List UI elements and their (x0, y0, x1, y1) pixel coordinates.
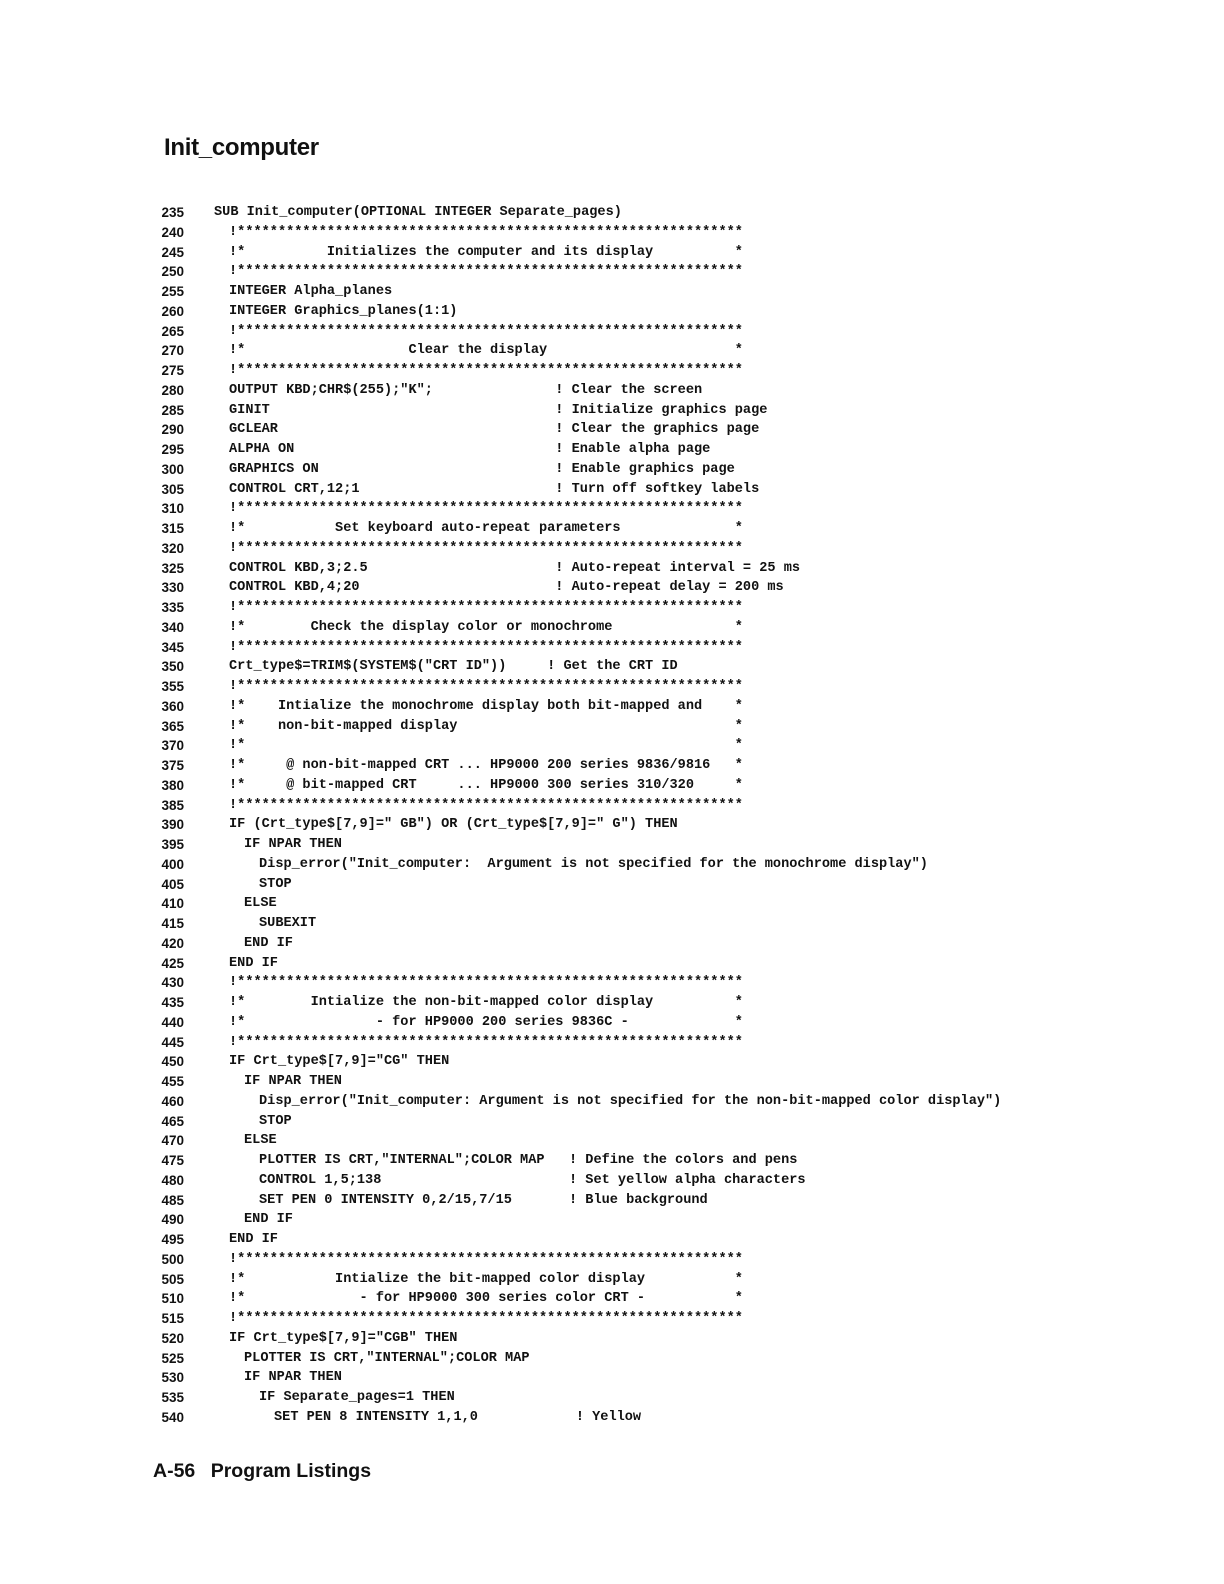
line-code: PLOTTER IS CRT,"INTERNAL";COLOR MAP (244, 1350, 530, 1366)
line-code: END IF (244, 1212, 293, 1228)
line-code: GINIT ! Initialize graphics page (229, 402, 768, 418)
line-number: 240 (161, 224, 184, 240)
line-code: !* Initializes the computer and its display * (229, 244, 743, 260)
line-code: END IF (229, 1232, 278, 1247)
line-number: 440 (161, 1014, 184, 1030)
code-line (150, 875, 1210, 895)
code-line (150, 1309, 1210, 1329)
line-number: 435 (161, 995, 184, 1010)
line-number: 410 (161, 896, 184, 912)
line-number: 375 (161, 758, 184, 773)
line-code: CONTROL KBD,4;20 ! Auto-repeat delay = 200 ms (229, 580, 784, 596)
code-line (150, 440, 1210, 460)
code-line (150, 262, 1210, 282)
code-line (150, 1013, 1210, 1033)
line-code: !************************************************************** (229, 224, 743, 240)
line-code: SUBEXIT (259, 916, 317, 931)
line-number: 500 (161, 1251, 184, 1267)
code-line (150, 993, 1210, 1013)
line-code: !* - for HP9000 200 series 9836C - * (229, 1014, 743, 1030)
code-line (150, 1329, 1210, 1349)
line-code: CONTROL CRT,12;1 ! Turn off softkey labels (229, 481, 760, 497)
line-number: 475 (161, 1153, 184, 1168)
code-line (150, 815, 1210, 835)
code-line (150, 835, 1210, 855)
line-number: 245 (161, 244, 184, 260)
line-number: 290 (161, 422, 184, 438)
line-code: !************************************************************** (229, 975, 743, 991)
line-code: !************************************************************** (229, 1311, 743, 1326)
line-number: 265 (161, 323, 184, 339)
code-line (150, 1210, 1210, 1230)
line-code: !************************************************************** (229, 363, 743, 378)
line-code: !************************************************************** (229, 540, 743, 556)
line-code: Disp_error("Init_computer: Argument is not specified for the non-bit-mapped color display") (259, 1093, 1002, 1109)
code-line (150, 361, 1210, 381)
line-number: 520 (161, 1330, 184, 1346)
line-code: IF NPAR THEN (244, 837, 342, 852)
line-number: 360 (161, 698, 184, 714)
line-number: 460 (161, 1093, 184, 1109)
code-line (150, 855, 1210, 875)
line-code: !* non-bit-mapped display * (229, 718, 743, 734)
code-line (150, 203, 1210, 223)
page-number: A-56 (153, 1460, 196, 1482)
line-code: !************************************************************** (229, 501, 743, 517)
code-line (150, 1171, 1210, 1191)
line-number: 470 (161, 1133, 184, 1149)
line-code: Disp_error("Init_computer: Argument is not specified for the monochrome display") (259, 856, 928, 872)
code-line (150, 756, 1210, 776)
code-line (150, 322, 1210, 342)
line-number: 380 (161, 777, 184, 793)
line-code: !* Clear the display * (229, 343, 743, 359)
code-line (150, 1349, 1210, 1369)
line-number: 495 (161, 1232, 184, 1247)
code-line (150, 1368, 1210, 1388)
code-line (150, 559, 1210, 579)
line-number: 540 (161, 1409, 184, 1425)
line-number: 510 (161, 1291, 184, 1307)
code-line (150, 1092, 1210, 1112)
code-line (150, 1388, 1210, 1408)
line-code: !************************************************************** (229, 600, 743, 615)
line-code: SET PEN 8 INTENSITY 1,1,0 ! Yellow (274, 1409, 642, 1425)
code-line (150, 499, 1210, 519)
line-number: 505 (161, 1271, 184, 1287)
line-number: 425 (161, 955, 184, 971)
line-number: 370 (161, 738, 184, 754)
line-number: 255 (161, 284, 184, 299)
line-number: 350 (161, 659, 184, 675)
line-number: 530 (161, 1370, 184, 1386)
line-number: 430 (161, 975, 184, 991)
line-number: 420 (161, 935, 184, 951)
code-line (150, 894, 1210, 914)
code-line (150, 914, 1210, 934)
line-number: 455 (161, 1074, 184, 1089)
page-footer (153, 1460, 371, 1483)
line-number: 285 (161, 402, 184, 418)
line-number: 480 (161, 1172, 184, 1188)
code-line (150, 1191, 1210, 1211)
line-code: CONTROL 1,5;138 ! Set yellow alpha characters (259, 1172, 806, 1188)
line-code: IF (Crt_type$[7,9]=" GB") OR (Crt_type$[7,9]=" G") THEN (229, 817, 678, 833)
line-number: 315 (161, 521, 184, 536)
line-number: 330 (161, 580, 184, 596)
line-number: 400 (161, 856, 184, 872)
code-line (150, 717, 1210, 737)
code-line (150, 973, 1210, 993)
line-code: ALPHA ON ! Enable alpha page (229, 442, 711, 457)
line-code: INTEGER Alpha_planes (229, 284, 393, 299)
code-line (150, 282, 1210, 302)
line-number: 345 (161, 639, 184, 655)
line-code: !* - for HP9000 300 series color CRT - * (229, 1291, 743, 1307)
line-code: !* * (229, 738, 743, 754)
line-number: 365 (161, 718, 184, 734)
line-number: 275 (161, 363, 184, 378)
code-line (150, 1151, 1210, 1171)
line-number: 320 (161, 540, 184, 556)
line-number: 535 (161, 1390, 184, 1405)
code-line (150, 598, 1210, 618)
line-number: 405 (161, 876, 184, 892)
line-code: GRAPHICS ON ! Enable graphics page (229, 461, 735, 477)
line-number: 490 (161, 1212, 184, 1228)
line-code: !************************************************************** (229, 323, 743, 339)
page-title: Init_computer (164, 134, 319, 161)
line-code: IF NPAR THEN (244, 1074, 342, 1089)
line-code: SUB Init_computer(OPTIONAL INTEGER Separate_pages) (214, 205, 622, 220)
line-code: OUTPUT KBD;CHR$(255);"K"; ! Clear the screen (229, 382, 703, 398)
code-line (150, 796, 1210, 816)
line-number: 415 (161, 916, 184, 931)
line-number: 250 (161, 264, 184, 280)
line-number: 270 (161, 343, 184, 359)
code-line (150, 1072, 1210, 1092)
line-number: 335 (161, 600, 184, 615)
line-number: 260 (161, 303, 184, 319)
line-number: 340 (161, 619, 184, 635)
code-line (150, 1131, 1210, 1151)
code-line (150, 697, 1210, 717)
line-code: END IF (244, 935, 293, 951)
code-line (150, 1230, 1210, 1250)
line-code: INTEGER Graphics_planes(1:1) (229, 303, 458, 319)
code-line (150, 736, 1210, 756)
line-code: !* Intialize the bit-mapped color display * (229, 1271, 743, 1287)
line-code: CONTROL KBD,3;2.5 ! Auto-repeat interval = 25 ms (229, 560, 801, 576)
code-line (150, 460, 1210, 480)
line-number: 310 (161, 501, 184, 517)
line-number: 515 (161, 1311, 184, 1326)
line-number: 385 (161, 797, 184, 813)
line-code: !************************************************************** (229, 679, 743, 694)
line-code: !* @ bit-mapped CRT ... HP9000 300 series 310/320 * (229, 777, 743, 793)
line-code: !************************************************************** (229, 264, 743, 280)
line-code: IF Crt_type$[7,9]="CG" THEN (229, 1054, 450, 1070)
code-line (150, 480, 1210, 500)
code-line (150, 677, 1210, 697)
line-number: 395 (161, 837, 184, 852)
line-code: !************************************************************** (229, 797, 743, 813)
line-code: !************************************************************** (229, 639, 743, 655)
line-number: 355 (161, 679, 184, 694)
line-code: STOP (259, 1113, 292, 1129)
code-line (150, 401, 1210, 421)
code-line (150, 341, 1210, 361)
line-code: IF NPAR THEN (244, 1370, 342, 1386)
code-line (150, 934, 1210, 954)
line-code: !* Set keyboard auto-repeat parameters * (229, 521, 743, 536)
line-code: !* @ non-bit-mapped CRT ... HP9000 200 series 9836/9816 * (229, 758, 743, 773)
code-line (150, 1289, 1210, 1309)
code-line (150, 1052, 1210, 1072)
code-line (150, 420, 1210, 440)
code-line (150, 578, 1210, 598)
code-line (150, 1408, 1210, 1428)
code-line (150, 618, 1210, 638)
line-number: 390 (161, 817, 184, 833)
line-number: 280 (161, 382, 184, 398)
line-number: 300 (161, 461, 184, 477)
code-line (150, 776, 1210, 796)
line-number: 295 (161, 442, 184, 457)
code-line (150, 657, 1210, 677)
line-number: 450 (161, 1054, 184, 1070)
program-listing (150, 203, 1210, 1428)
line-number: 445 (161, 1034, 184, 1050)
code-line (150, 243, 1210, 263)
footer-section-title: Program Listings (210, 1460, 372, 1482)
code-line (150, 1033, 1210, 1053)
line-code: ELSE (244, 896, 277, 912)
line-number: 485 (161, 1192, 184, 1208)
code-line (150, 519, 1210, 539)
code-line (150, 381, 1210, 401)
line-code: END IF (229, 955, 278, 971)
line-code: ELSE (244, 1133, 277, 1149)
line-code: !************************************************************** (229, 1034, 743, 1050)
line-number: 465 (161, 1113, 184, 1129)
code-line (150, 1112, 1210, 1132)
line-code: PLOTTER IS CRT,"INTERNAL";COLOR MAP ! Define the colors and pens (259, 1153, 798, 1168)
code-line (150, 539, 1210, 559)
line-code: !* Check the display color or monochrome * (229, 619, 743, 635)
line-code: SET PEN 0 INTENSITY 0,2/15,7/15 ! Blue background (259, 1192, 708, 1208)
line-code: IF Separate_pages=1 THEN (259, 1390, 455, 1405)
line-code: !************************************************************** (229, 1251, 743, 1267)
line-code: STOP (259, 876, 292, 892)
code-line (150, 1250, 1210, 1270)
code-line (150, 638, 1210, 658)
line-number: 235 (161, 205, 184, 220)
line-number: 525 (161, 1350, 184, 1366)
code-line (150, 223, 1210, 243)
code-line (150, 302, 1210, 322)
code-line (150, 1270, 1210, 1290)
line-code: IF Crt_type$[7,9]="CGB" THEN (229, 1330, 458, 1346)
code-line (150, 954, 1210, 974)
line-code: GCLEAR ! Clear the graphics page (229, 422, 760, 438)
line-code: Crt_type$=TRIM$(SYSTEM$("CRT ID")) ! Get the CRT ID (229, 659, 678, 675)
line-number: 325 (161, 560, 184, 576)
line-number: 305 (161, 481, 184, 497)
line-code: !* Intialize the monochrome display both bit-mapped and * (229, 698, 743, 714)
line-code: !* Intialize the non-bit-mapped color display * (229, 995, 743, 1010)
